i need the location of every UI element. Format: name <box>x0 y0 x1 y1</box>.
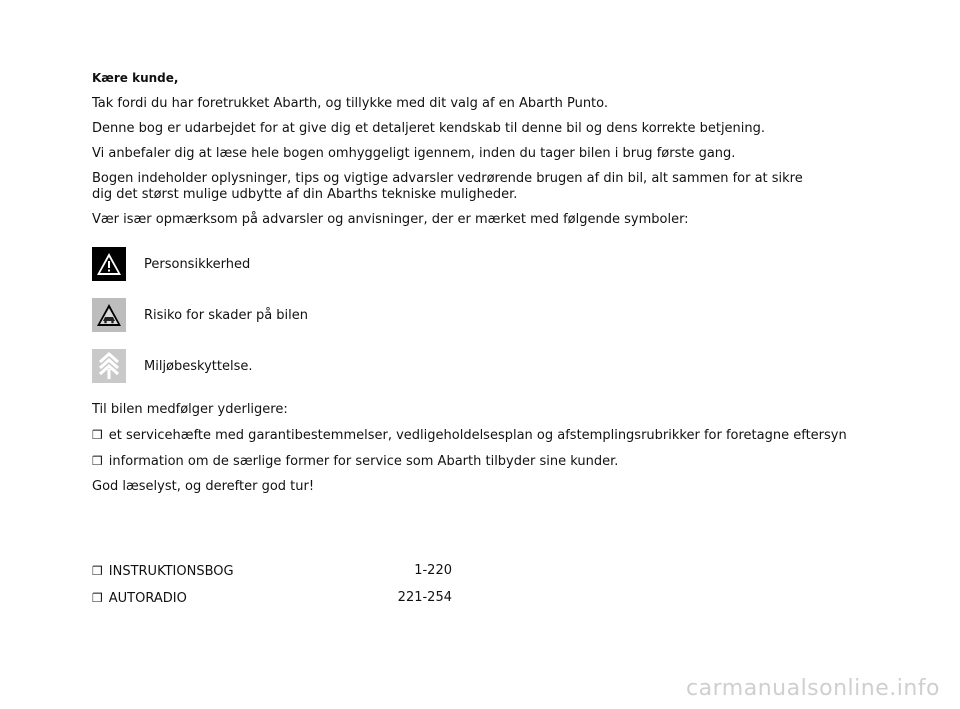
paragraph-symbols-intro: Vær især opmærksom på advarsler og anvisninger, der er mærket med følgende symboler: <box>92 212 689 227</box>
greeting: Kære kunde, <box>92 71 179 85</box>
symbol-label: Personsikkerhed <box>144 256 251 272</box>
extras-item-text: information om de særlige former for service som Abarth tilbyder sine kunder. <box>108 454 619 469</box>
toc-entry <box>92 590 362 607</box>
letter-body <box>92 70 912 495</box>
toc-entry-pages: 1-220 <box>414 563 452 578</box>
car-damage-icon <box>92 298 126 332</box>
checkbox-bullet-icon: ❒ <box>92 428 103 442</box>
toc-entry-pages: 221-254 <box>397 590 452 605</box>
checkbox-bullet-icon: ❒ <box>92 454 103 468</box>
watermark: carmanualsonline.info <box>686 676 940 701</box>
extras-item <box>92 453 912 470</box>
environment-tree-icon <box>92 349 126 383</box>
extras-intro: Til bilen medfølger yderligere: <box>92 402 288 417</box>
toc-entry-name: AUTORADIO <box>108 591 187 606</box>
toc-row <box>92 563 452 580</box>
extras-item-text: et servicehæfte med garantibestemmelser, vedligeholdelsesplan og afstemplingsrubrikker for foretagne eftersyn <box>108 428 847 443</box>
table-of-contents <box>92 563 452 617</box>
toc-row <box>92 590 452 607</box>
paragraph-thanks: Tak fordi du har foretrukket Abarth, og tillykke med dit valg af en Abarth Punto. <box>92 96 609 111</box>
checkbox-bullet-icon: ❒ <box>92 564 103 578</box>
symbol-row-car-damage <box>92 297 912 333</box>
closing-line: God læselyst, og derefter god tur! <box>92 479 315 494</box>
warning-triangle-icon <box>92 247 126 281</box>
extras-item <box>92 427 912 444</box>
symbol-label: Miljøbeskyttelse. <box>144 358 253 374</box>
paragraph-recommend: Vi anbefaler dig at læse hele bogen omhyggeligt igennem, inden du tager bilen i brug første gang. <box>92 146 736 161</box>
toc-entry-name: INSTRUKTIONSBOG <box>108 564 234 579</box>
symbol-row-environment <box>92 348 912 384</box>
paragraph-contents: Bogen indeholder oplysninger, tips og vigtige advarsler vedrørende brugen af din bil, alt sammen for at sikre dig det størst mulige udbytte af din Abarths tekniske muligheder. <box>92 171 803 202</box>
paragraph-purpose: Denne bog er udarbejdet for at give dig et detaljeret kendskab til denne bil og dens korrekte betjening. <box>92 121 766 136</box>
symbol-label: Risiko for skader på bilen <box>144 307 309 323</box>
checkbox-bullet-icon: ❒ <box>92 591 103 605</box>
symbol-row-personal-safety <box>92 246 912 282</box>
toc-entry <box>92 563 362 580</box>
